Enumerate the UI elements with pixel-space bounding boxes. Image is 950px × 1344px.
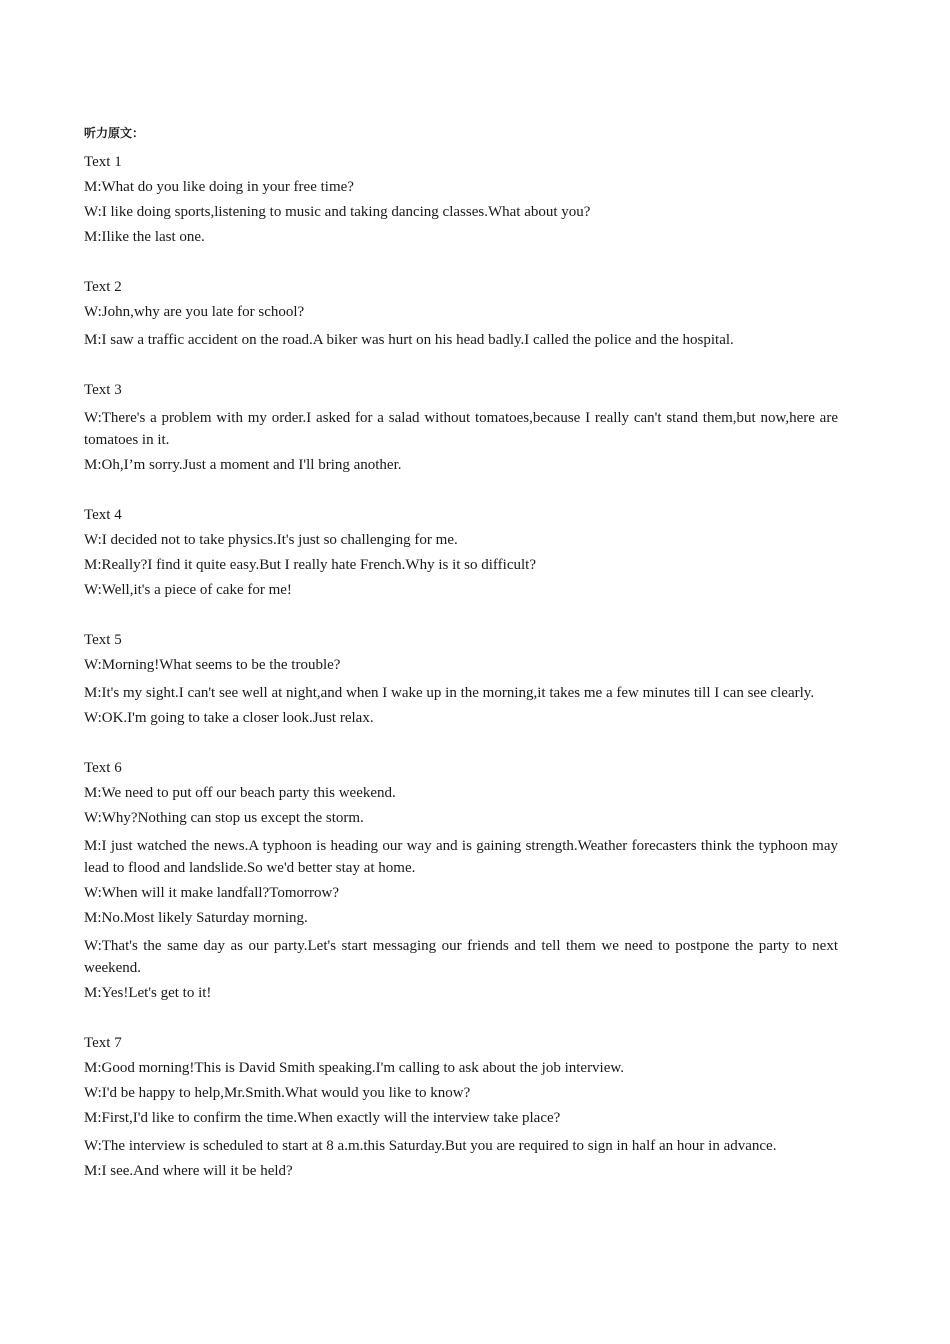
dialogue-line: M:No.Most likely Saturday morning. bbox=[84, 910, 308, 926]
transcript-section bbox=[84, 757, 838, 1004]
dialogue-line: M:I see.And where will it be held? bbox=[84, 1163, 293, 1179]
dialogue-line: W:Well,it's a piece of cake for me! bbox=[84, 582, 292, 598]
transcript-section bbox=[84, 504, 838, 601]
dialogue-line: M:I just watched the news.A typhoon is heading our way and is gaining strength.Weather forecasters think the typhoon may lead to flood and landslide.So we'd better stay at home. bbox=[84, 838, 838, 876]
dialogue-line: M:I saw a traffic accident on the road.A biker was hurt on his head badly.I called the police and the hospital. bbox=[84, 332, 734, 348]
section-title: Text 6 bbox=[84, 760, 122, 776]
dialogue-line: W:I decided not to take physics.It's just so challenging for me. bbox=[84, 532, 458, 548]
section-title: Text 4 bbox=[84, 507, 122, 523]
dialogue-line: M:It's my sight.I can't see well at night,and when I wake up in the morning,it takes me a few minutes till I can see clearly. bbox=[84, 685, 815, 701]
dialogue-line: W:The interview is scheduled to start at 8 a.m.this Saturday.But you are required to sign in half an hour in advance. bbox=[84, 1138, 777, 1154]
dialogue-line: M:What do you like doing in your free time? bbox=[84, 179, 354, 195]
transcript-section bbox=[84, 1032, 838, 1182]
dialogue-line: W:Why?Nothing can stop us except the storm. bbox=[84, 810, 364, 826]
dialogue-line: M:Yes!Let's get to it! bbox=[84, 985, 212, 1001]
dialogue-line: M:Ilike the last one. bbox=[84, 229, 205, 245]
dialogue-line: M:Oh,I’m sorry.Just a moment and I'll bring another. bbox=[84, 457, 402, 473]
dialogue-line: W:OK.I'm going to take a closer look.Just relax. bbox=[84, 710, 374, 726]
dialogue-line: M:We need to put off our beach party this weekend. bbox=[84, 785, 396, 801]
dialogue-line: M:Good morning!This is David Smith speaking.I'm calling to ask about the job interview. bbox=[84, 1060, 624, 1076]
dialogue-line: W:Morning!What seems to be the trouble? bbox=[84, 657, 341, 673]
dialogue-line: M:Really?I find it quite easy.But I really hate French.Why is it so difficult? bbox=[84, 557, 536, 573]
transcript-sections bbox=[84, 151, 838, 1182]
transcript-section bbox=[84, 629, 838, 729]
document-page bbox=[84, 124, 838, 1210]
section-title: Text 2 bbox=[84, 279, 122, 295]
transcript-section bbox=[84, 151, 838, 248]
dialogue-line: W:I like doing sports,listening to music and taking dancing classes.What about you? bbox=[84, 204, 591, 220]
dialogue-line: W:There's a problem with my order.I asked for a salad without tomatoes,because I really can't stand them,but now,here are tomatoes in it. bbox=[84, 410, 838, 448]
transcript-section bbox=[84, 379, 838, 476]
dialogue-line: W:John,why are you late for school? bbox=[84, 304, 305, 320]
section-title: Text 5 bbox=[84, 632, 122, 648]
transcript-section bbox=[84, 276, 838, 351]
dialogue-line: W:When will it make landfall?Tomorrow? bbox=[84, 885, 339, 901]
dialogue-line: W:That's the same day as our party.Let's start messaging our friends and tell them we need to postpone the party to next weekend. bbox=[84, 938, 838, 976]
dialogue-line: W:I'd be happy to help,Mr.Smith.What would you like to know? bbox=[84, 1085, 471, 1101]
section-title: Text 7 bbox=[84, 1035, 122, 1051]
section-title: Text 3 bbox=[84, 382, 122, 398]
dialogue-line: M:First,I'd like to confirm the time.When exactly will the interview take place? bbox=[84, 1110, 561, 1126]
page-heading: 听力原文： bbox=[84, 126, 145, 140]
section-title: Text 1 bbox=[84, 154, 122, 170]
